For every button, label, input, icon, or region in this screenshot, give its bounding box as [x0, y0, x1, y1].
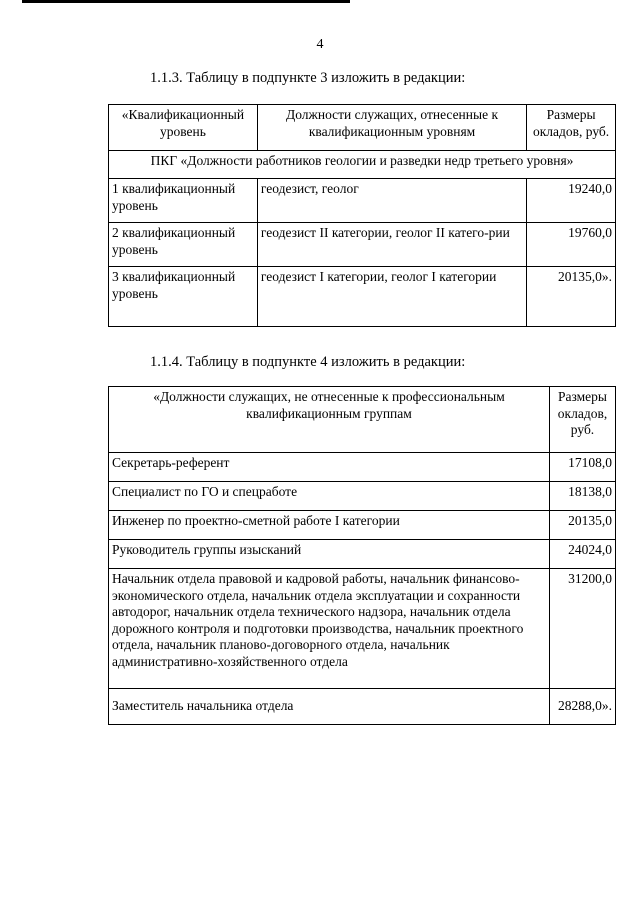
- positions-cell: геодезист I категории, геолог I категории: [257, 267, 526, 327]
- group-title-row: [109, 151, 616, 179]
- position-cell: Специалист по ГО и спецработе: [109, 482, 550, 511]
- salary-cell: 28288,0».: [550, 689, 616, 725]
- qualification-table: [108, 104, 616, 327]
- positions-table: [108, 386, 616, 725]
- group-title: ПКГ «Должности работников геологии и разведки недр третьего уровня»: [109, 151, 616, 179]
- table-row: [109, 540, 616, 569]
- level-cell: 3 квалификационный уровень: [109, 267, 258, 327]
- header-salary: Размеры окладов, руб.: [527, 105, 616, 151]
- table-row: [109, 482, 616, 511]
- section-2-heading: 1.1.4. Таблицу в подпункте 4 изложить в редакции:: [150, 354, 466, 370]
- table-header-row: [109, 387, 616, 453]
- table-row: [109, 223, 616, 267]
- table-row: [109, 453, 616, 482]
- salary-cell: 19760,0: [527, 223, 616, 267]
- table-header-row: [109, 105, 616, 151]
- salary-cell: 19240,0: [527, 179, 616, 223]
- table-row: [109, 267, 616, 327]
- salary-cell: 20135,0».: [527, 267, 616, 327]
- position-cell: Заместитель начальника отдела: [109, 689, 550, 725]
- salary-cell: 24024,0: [550, 540, 616, 569]
- table-row: [109, 689, 616, 725]
- salary-cell: 20135,0: [550, 511, 616, 540]
- header-level: «Квалификационный уровень: [109, 105, 258, 151]
- salary-cell: 17108,0: [550, 453, 616, 482]
- position-cell: Руководитель группы изысканий: [109, 540, 550, 569]
- top-border-line: [22, 0, 350, 3]
- position-cell: Инженер по проектно-сметной работе I категории: [109, 511, 550, 540]
- position-cell: Секретарь-референт: [109, 453, 550, 482]
- header-positions: «Должности служащих, не отнесенные к профессиональным квалификационным группам: [109, 387, 550, 453]
- page-number: 4: [316, 37, 324, 52]
- header-salary: Размеры окладов, руб.: [550, 387, 616, 453]
- positions-cell: геодезист II категории, геолог II катего-рии: [257, 223, 526, 267]
- salary-cell: 31200,0: [550, 569, 616, 689]
- table-row: [109, 179, 616, 223]
- positions-cell: геодезист, геолог: [257, 179, 526, 223]
- table-row: [109, 569, 616, 689]
- section-1-heading: 1.1.3. Таблицу в подпункте 3 изложить в редакции:: [150, 70, 466, 86]
- salary-cell: 18138,0: [550, 482, 616, 511]
- position-cell: Начальник отдела правовой и кадровой работы, начальник финансово-экономического отдела, начальник отдела эксплуатации и сохранности автодорог, начальник отдела технического надзора, начальник отдела дорожного контроля и подготовки производства, начальник проектного отдела, начальник планово-договорного отдела, начальник административно-хозяйственного отдела: [109, 569, 550, 689]
- table-row: [109, 511, 616, 540]
- header-positions: Должности служащих, отнесенные к квалификационным уровням: [257, 105, 526, 151]
- level-cell: 1 квалификационный уровень: [109, 179, 258, 223]
- level-cell: 2 квалификационный уровень: [109, 223, 258, 267]
